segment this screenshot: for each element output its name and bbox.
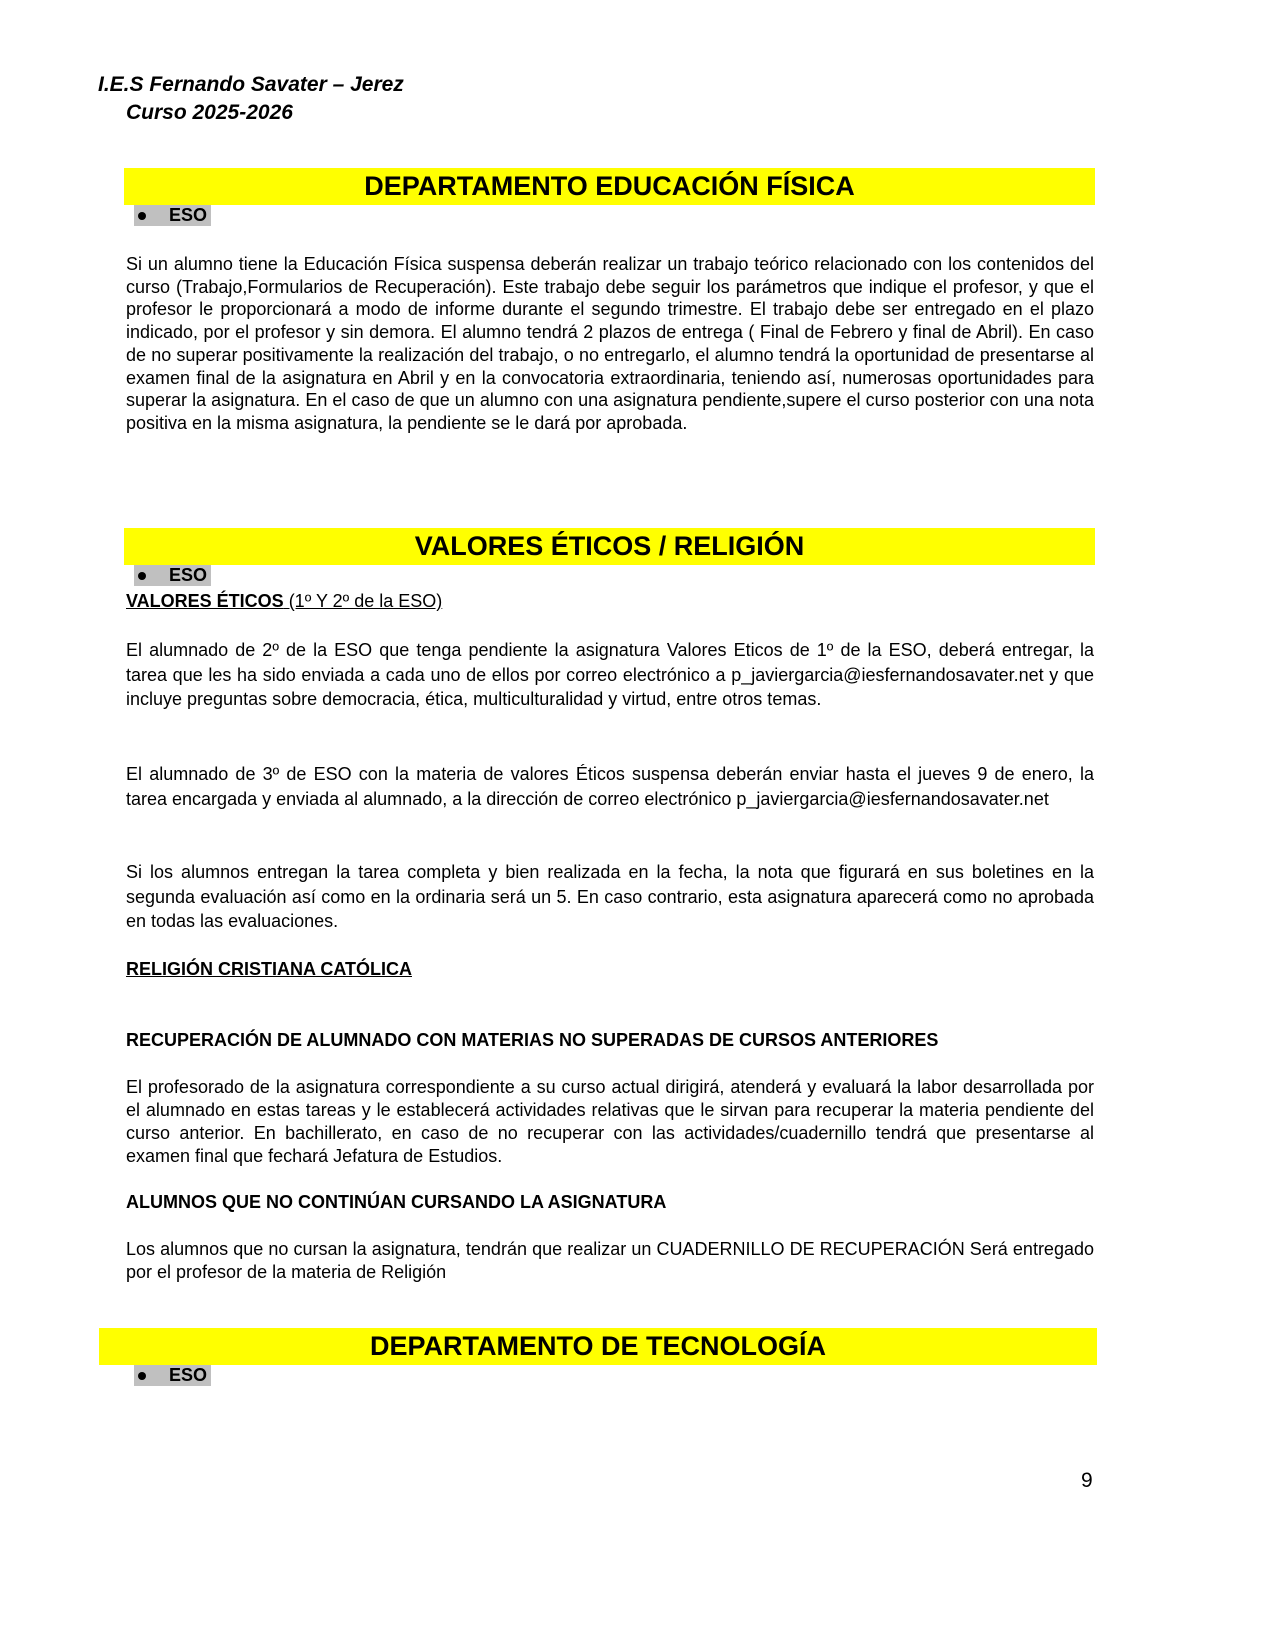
non-continuing-paragraph: Los alumnos que no cursan la asignatura, tendrán que realizar un CUADERNILLO DE RECUPERACIÓN Será entregado por el profesor de la materia de Religión <box>126 1239 1094 1282</box>
bullet-label: ESO <box>169 205 208 225</box>
section-band-tecnologia <box>99 1328 1097 1365</box>
school-header: I.E.S Fernando Savater – Jerez <box>98 73 404 96</box>
bullet-icon <box>138 212 146 220</box>
paragraph-valores-2: El alumnado de 3º de ESO con la materia de valores Éticos suspensa deberán enviar hasta el jueves 9 de enero, la tarea encargada y enviada al alumnado, a la dirección de correo electrónico p_javiergarcia@iesfernandosavater.net <box>126 764 1094 809</box>
page-number: 9 <box>1081 1469 1093 1492</box>
subheading-rest: (1º Y 2º de la ESO) <box>283 591 443 611</box>
bullet-label: ESO <box>169 565 208 585</box>
bullet-label: ESO <box>169 1365 208 1385</box>
bullet-eso <box>134 565 211 586</box>
section-title: VALORES ÉTICOS / RELIGIÓN <box>414 531 805 561</box>
recovery-paragraph: El profesorado de la asignatura correspondiente a su curso actual dirigirá, atenderá y evaluará la labor desarrollada por el alumnado en estas tareas y le establecerá actividades relativas que le sirvan para recuperar la materia pendiente del curso anterior. En bachillerato, en caso de no recuperar con las actividades/cuadernillo tendrá que presentarse al examen final que fechará Jefatura de Estudios. <box>126 1077 1094 1166</box>
religion-heading: RELIGIÓN CRISTIANA CATÓLICA <box>126 959 412 979</box>
non-continuing-heading: ALUMNOS QUE NO CONTINÚAN CURSANDO LA ASIGNATURA <box>126 1192 667 1212</box>
section-band-valores <box>124 528 1095 565</box>
section-title: DEPARTAMENTO EDUCACIÓN FÍSICA <box>364 171 855 201</box>
recovery-heading: RECUPERACIÓN DE ALUMNADO CON MATERIAS NO SUPERADAS DE CURSOS ANTERIORES <box>126 1030 939 1050</box>
valores-subheading <box>126 589 442 613</box>
bullet-icon <box>138 1372 146 1380</box>
bullet-icon <box>138 572 146 580</box>
section-title: DEPARTAMENTO DE TECNOLOGÍA <box>369 1331 826 1361</box>
paragraph-valores-3: Si los alumnos entregan la tarea completa y bien realizada en la fecha, la nota que figurará en sus boletines en la segunda evaluación así como en la ordinaria será un 5. En caso contrario, esta asignatura aparecerá como no aprobada en todas las evaluaciones. <box>126 862 1094 932</box>
bullet-eso <box>134 1365 211 1386</box>
section-band-educacion-fisica <box>124 168 1095 205</box>
paragraph-educacion-fisica: Si un alumno tiene la Educación Física suspensa deberán realizar un trabajo teórico relacionado con los contenidos del curso (Trabajo,Formularios de Recuperación). Este trabajo debe seguir los parámetros que indique el profesor, y que el profesor le proporcionará a modo de informe durante el segundo trimestre. El trabajo debe ser entregado en el plazo indicado, por el profesor y sin demora. El alumno tendrá 2 plazos de entrega ( Final de Febrero y final de Abril). En caso de no superar positivamente la realización del trabajo, o no entregarlo, el alumno tendrá la oportunidad de presentarse al examen final de la asignatura en Abril y en la convocatoria extraordinaria, teniendo así, numerosas oportunidades para superar la asignatura. En el caso de que un alumno con una asignatura pendiente,supere el curso posterior con una nota positiva en la misma asignatura, la pendiente se le dará por aprobada. <box>126 254 1094 433</box>
course-header: Curso 2025-2026 <box>126 101 293 124</box>
paragraph-valores-1: El alumnado de 2º de la ESO que tenga pendiente la asignatura Valores Eticos de 1º de la ESO, deberá entregar, la tarea que les ha sido enviada a cada uno de ellos por correo electrónico a p_javiergarcia@iesfernandosavater.net y que incluye preguntas sobre democracia, ética, multiculturalidad y virtud, entre otros temas. <box>126 640 1094 710</box>
bullet-eso <box>134 205 211 226</box>
subheading-bold: VALORES ÉTICOS <box>126 591 284 611</box>
